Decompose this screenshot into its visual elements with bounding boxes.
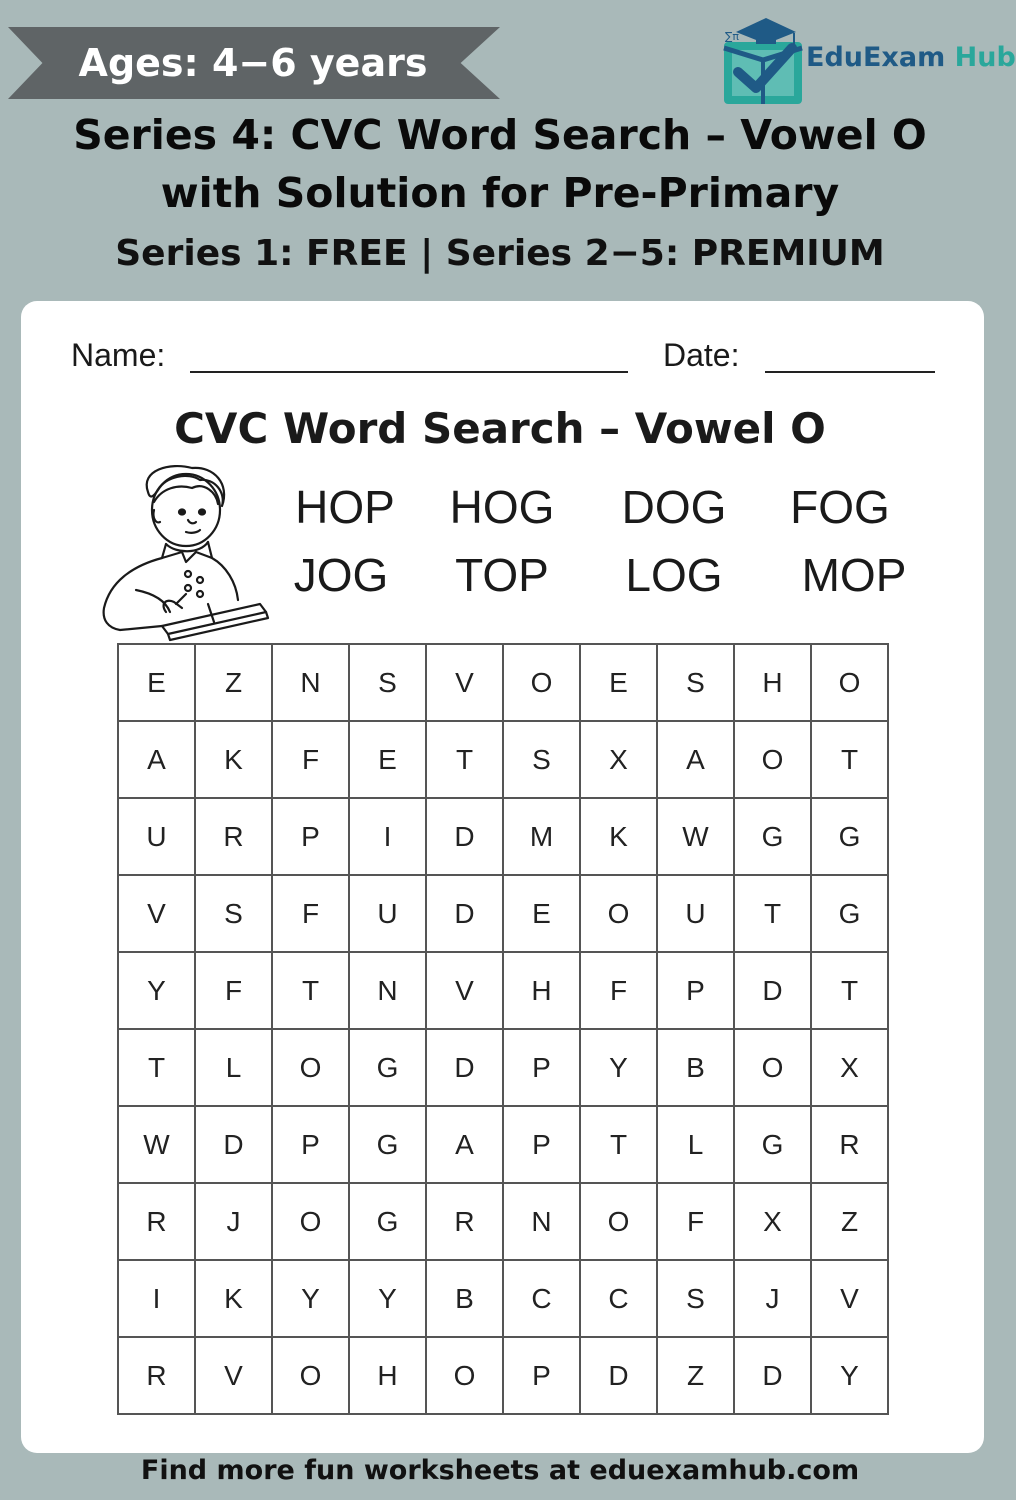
grid-cell[interactable]: O — [273, 1030, 350, 1107]
grid-cell[interactable]: O — [427, 1338, 504, 1415]
grid-cell[interactable]: G — [812, 799, 889, 876]
grid-cell[interactable]: E — [504, 876, 581, 953]
page-title — [0, 106, 1000, 222]
grid-cell[interactable]: I — [119, 1261, 196, 1338]
grid-cell[interactable]: D — [581, 1338, 658, 1415]
grid-cell[interactable]: V — [196, 1338, 273, 1415]
grid-cell[interactable]: D — [427, 799, 504, 876]
grid-cell[interactable]: R — [119, 1338, 196, 1415]
grid-cell[interactable]: U — [119, 799, 196, 876]
grid-cell[interactable]: J — [735, 1261, 812, 1338]
grid-cell[interactable]: F — [273, 722, 350, 799]
grid-cell[interactable]: N — [504, 1184, 581, 1261]
grid-cell[interactable]: O — [273, 1184, 350, 1261]
grid-cell[interactable]: T — [812, 722, 889, 799]
grid-cell[interactable]: C — [504, 1261, 581, 1338]
grid-cell[interactable]: P — [504, 1338, 581, 1415]
grid-cell[interactable]: U — [658, 876, 735, 953]
grid-cell[interactable]: H — [350, 1338, 427, 1415]
grid-cell[interactable]: Z — [196, 645, 273, 722]
grid-cell[interactable]: G — [350, 1107, 427, 1184]
grid-cell[interactable]: S — [658, 1261, 735, 1338]
grid-cell[interactable]: H — [504, 953, 581, 1030]
brand-name-main: EduExam — [806, 42, 946, 73]
word-list-item: MOP — [801, 549, 907, 601]
grid-cell[interactable]: X — [812, 1030, 889, 1107]
grid-cell[interactable]: J — [196, 1184, 273, 1261]
grid-cell[interactable]: G — [735, 799, 812, 876]
grid-cell[interactable]: K — [196, 1261, 273, 1338]
grid-cell[interactable]: K — [581, 799, 658, 876]
grid-cell[interactable]: S — [658, 645, 735, 722]
date-label: Date: — [663, 337, 740, 373]
grid-cell[interactable]: O — [812, 645, 889, 722]
grid-cell[interactable]: Y — [581, 1030, 658, 1107]
word-list-item: LOG — [625, 549, 723, 601]
grid-cell[interactable]: X — [735, 1184, 812, 1261]
grid-cell[interactable]: T — [581, 1107, 658, 1184]
grid-cell[interactable]: Y — [119, 953, 196, 1030]
grid-cell[interactable]: O — [735, 1030, 812, 1107]
grid-cell[interactable]: I — [350, 799, 427, 876]
grid-cell[interactable]: T — [119, 1030, 196, 1107]
grid-cell[interactable]: R — [812, 1107, 889, 1184]
grid-cell[interactable]: M — [504, 799, 581, 876]
word-list-item: FOG — [790, 481, 890, 533]
grid-cell[interactable]: W — [658, 799, 735, 876]
grid-cell[interactable]: P — [273, 799, 350, 876]
grid-cell[interactable]: E — [581, 645, 658, 722]
grid-cell[interactable]: D — [427, 1030, 504, 1107]
grid-cell[interactable]: Y — [350, 1261, 427, 1338]
grid-cell[interactable]: Z — [658, 1338, 735, 1415]
grid-cell[interactable]: G — [350, 1030, 427, 1107]
word-list-item: HOP — [295, 481, 395, 533]
grid-cell[interactable]: T — [427, 722, 504, 799]
grid-cell[interactable]: W — [119, 1107, 196, 1184]
brand-name-accent: Hub — [954, 42, 1016, 73]
word-list-item: DOG — [621, 481, 727, 533]
grid-cell[interactable]: D — [196, 1107, 273, 1184]
grid-cell[interactable]: O — [581, 876, 658, 953]
boy-reading-book-icon — [96, 462, 276, 642]
grid-cell[interactable]: A — [658, 722, 735, 799]
word-list-item: JOG — [293, 549, 389, 601]
grid-cell[interactable]: V — [812, 1261, 889, 1338]
grid-cell[interactable]: V — [427, 953, 504, 1030]
grid-cell[interactable]: B — [658, 1030, 735, 1107]
grid-cell[interactable]: S — [350, 645, 427, 722]
word-list-item: HOG — [449, 481, 555, 533]
grid-cell[interactable]: S — [504, 722, 581, 799]
grid-cell[interactable]: L — [658, 1107, 735, 1184]
grid-cell[interactable]: V — [427, 645, 504, 722]
brand-name — [806, 42, 1016, 73]
grid-cell[interactable]: F — [658, 1184, 735, 1261]
worksheet-title: CVC Word Search – Vowel O — [174, 404, 826, 453]
grid-cell[interactable]: D — [735, 953, 812, 1030]
grid-cell[interactable]: O — [581, 1184, 658, 1261]
grid-cell[interactable]: E — [350, 722, 427, 799]
page-title-line-1: Series 4: CVC Word Search – Vowel O — [73, 111, 927, 159]
grid-cell[interactable]: O — [273, 1338, 350, 1415]
grid-cell[interactable]: N — [350, 953, 427, 1030]
word-list-item: TOP — [455, 549, 549, 601]
grid-cell[interactable]: H — [735, 645, 812, 722]
date-line — [765, 371, 935, 373]
name-label: Name: — [71, 337, 166, 373]
age-ribbon-label: Ages: 4−6 years — [78, 41, 428, 85]
grid-cell[interactable]: G — [812, 876, 889, 953]
grid-cell[interactable]: U — [350, 876, 427, 953]
page-title-line-2: with Solution for Pre-Primary — [160, 169, 840, 217]
grid-cell[interactable]: F — [196, 953, 273, 1030]
grid-cell[interactable]: V — [119, 876, 196, 953]
grid-cell[interactable]: T — [812, 953, 889, 1030]
series-subtitle: Series 1: FREE | Series 2−5: PREMIUM — [115, 233, 885, 274]
grid-cell[interactable]: F — [273, 876, 350, 953]
name-line — [190, 371, 628, 373]
grid-cell[interactable]: P — [504, 1107, 581, 1184]
grid-cell[interactable]: X — [581, 722, 658, 799]
grid-cell[interactable]: N — [273, 645, 350, 722]
grid-cell[interactable]: L — [196, 1030, 273, 1107]
grid-cell[interactable]: Y — [812, 1338, 889, 1415]
grid-cell[interactable]: D — [427, 876, 504, 953]
grid-cell[interactable]: C — [581, 1261, 658, 1338]
grid-cell[interactable]: Y — [273, 1261, 350, 1338]
grid-cell[interactable]: G — [350, 1184, 427, 1261]
grid-cell[interactable]: O — [504, 645, 581, 722]
grid-cell[interactable]: S — [196, 876, 273, 953]
grid-cell[interactable]: D — [735, 1338, 812, 1415]
grid-cell[interactable]: T — [735, 876, 812, 953]
grid-cell[interactable]: A — [119, 722, 196, 799]
grid-cell[interactable]: A — [427, 1107, 504, 1184]
grid-cell[interactable]: O — [735, 722, 812, 799]
grid-cell[interactable]: R — [119, 1184, 196, 1261]
grid-cell[interactable]: P — [658, 953, 735, 1030]
grid-cell[interactable]: R — [196, 799, 273, 876]
grid-cell[interactable]: P — [504, 1030, 581, 1107]
logo-mark-caption: ∑π — [725, 30, 740, 43]
footer-text: Find more fun worksheets at eduexamhub.com — [140, 1455, 860, 1486]
grid-cell[interactable]: B — [427, 1261, 504, 1338]
grid-cell[interactable]: Z — [812, 1184, 889, 1261]
grid-cell[interactable]: R — [427, 1184, 504, 1261]
grid-cell[interactable]: G — [735, 1107, 812, 1184]
grid-cell[interactable]: P — [273, 1107, 350, 1184]
grid-cell[interactable]: E — [119, 645, 196, 722]
word-search-grid — [117, 643, 889, 1415]
grid-cell[interactable]: T — [273, 953, 350, 1030]
grid-cell[interactable]: K — [196, 722, 273, 799]
grid-cell[interactable]: F — [581, 953, 658, 1030]
